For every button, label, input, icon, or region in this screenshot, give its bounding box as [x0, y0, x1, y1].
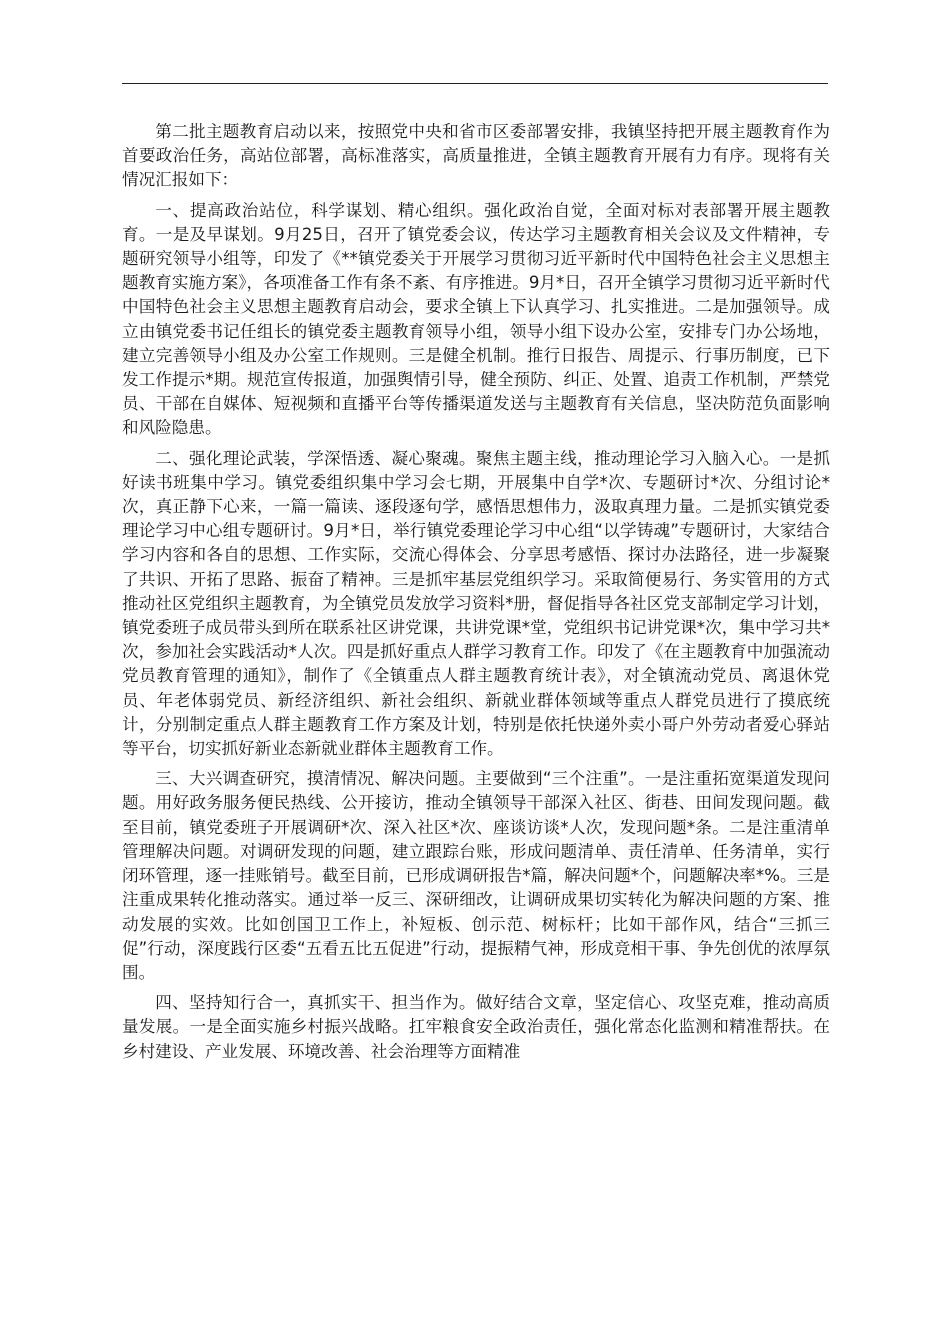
- section-3-paragraph: 三、大兴调查研究，摸清情况、解决问题。主要做到“三个注重”。一是注重拓宽渠道发现问题。用好政务服务便民热线、公开接访，推动全镇领导干部深入社区、街巷、田间发现问题。截至目前，镇党委班子开展调研*次、深入社区*次、座谈访谈*人次，发现问题*条。二是注重清单管理解决问题。对调研发现的问题，建立跟踪台账，形成问题清单、责任清单、任务清单，实行闭环管理，逐一挂账销号。截至目前，已形成调研报告*篇，解决问题*个，问题解决率*%。三是注重成果转化推动落实。通过举一反三、深研细改，让调研成果切实转化为解决问题的方案、推动发展的实效。比如创国卫工作上，补短板、创示范、树标杆；比如干部作风，结合“三抓三促”行动，深度践行区委“五看五比五促进”行动，提振精气神，形成竞相干事、争先创优的浓厚氛围。: [122, 769, 830, 982]
- section-1-paragraph: 一、提高政治站位，科学谋划、精心组织。强化政治自觉，全面对标对表部署开展主题教育。一是及早谋划。9月25日，召开了镇党委会议，传达学习主题教育相关会议及文件精神，专题研究领导小组等，印发了《**镇党委关于开展学习贯彻习近平新时代中国特色社会主义思想主题教育实施方案》，各项准备工作有条不紊、有序推进。9月*日，召开全镇学习贯彻习近平新时代中国特色社会主义思想主题教育启动会，要求全镇上下认真学习、扎实推进。二是加强领导。成立由镇党委书记任组长的镇党委主题教育领导小组，领导小组下设办公室，安排专门办公场地，建立完善领导小组及办公室工作规则。三是健全机制。推行日报告、周提示、行事历制度，已下发工作提示*期。规范宣传报道，加强舆情引导，健全预防、纠正、处置、追责工作机制，严禁党员、干部在自媒体、短视频和直播平台等传播渠道发送与主题教育有关信息，坚决防范负面影响和风险隐患。: [122, 200, 830, 438]
- document-body: [122, 120, 830, 1070]
- section-4-paragraph: 四、坚持知行合一，真抓实干、担当作为。做好结合文章，坚定信心、攻坚克难，推动高质量发展。一是全面实施乡村振兴战略。扛牢粮食安全政治责任，强化常态化监测和精准帮扶。在乡村建设、产业发展、环境改善、社会治理等方面精准: [122, 993, 830, 1061]
- header-rule: [122, 83, 828, 84]
- intro-paragraph: 第二批主题教育启动以来，按照党中央和省市区委部署安排，我镇坚持把开展主题教育作为首要政治任务，高站位部署，高标准落实，高质量推进，全镇主题教育开展有力有序。现将有关情况汇报如下：: [122, 122, 830, 190]
- section-2-paragraph: 二、强化理论武装，学深悟透、凝心聚魂。聚焦主题主线，推动理论学习入脑入心。一是抓好读书班集中学习。镇党委组织集中学习会七期，开展集中自学*次、专题研讨*次、分组讨论*次，真正静下心来，一篇一篇读、逐段逐句学，感悟思想伟力，汲取真理力量。二是抓实镇党委理论学习中心组专题研讨。9月*日，举行镇党委理论学习中心组“以学铸魂”专题研讨，大家结合学习内容和各自的思想、工作实际，交流心得体会、分享思考感悟、探讨办法路径，进一步凝聚了共识、开拓了思路、振奋了精神。三是抓牢基层党组织学习。采取简便易行、务实管用的方式推动社区党组织主题教育，为全镇党员发放学习资料*册，督促指导各社区党支部制定学习计划，镇党委班子成员带头到所在联系社区讲党课，共讲党课*堂，党组织书记讲党课*次，集中学习共*次，参加社会实践活动*人次。四是抓好重点人群学习教育工作。印发了《在主题教育中加强流动党员教育管理的通知》，制作了《全镇重点人群主题教育统计表》，对全镇流动党员、离退休党员、年老体弱党员、新经济组织、新社会组织、新就业群体领域等重点人群党员进行了摸底统计，分别制定重点人群主题教育工作方案及计划，特别是依托快递外卖小哥户外劳动者爱心驿站等平台，切实抓好新业态新就业群体主题教育工作。: [122, 448, 830, 759]
